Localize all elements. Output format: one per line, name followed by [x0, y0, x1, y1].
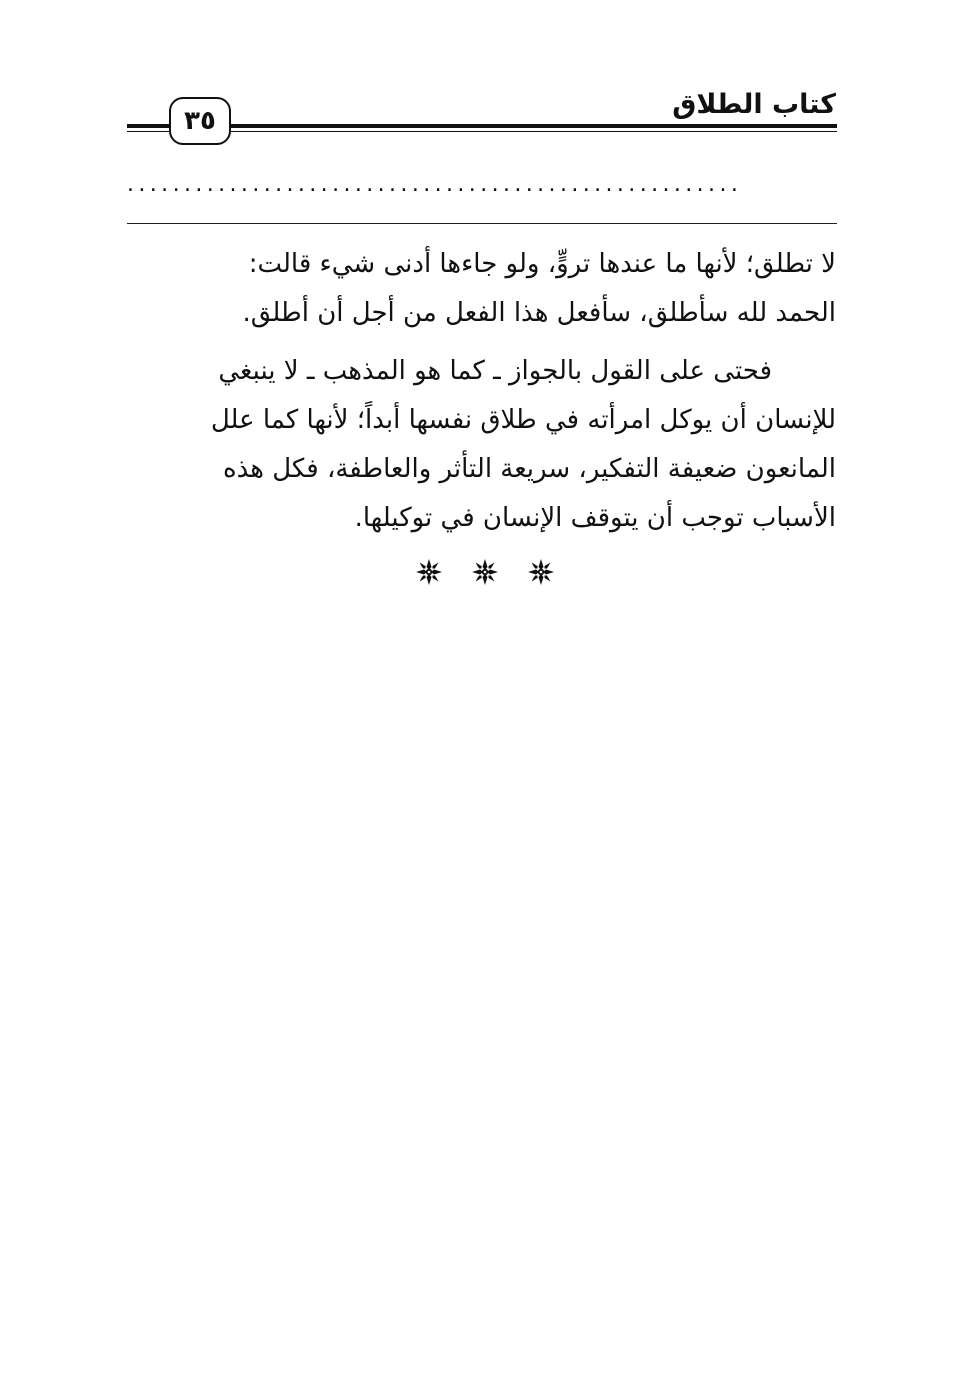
- main-text: [128, 240, 836, 543]
- header-rule-left: [127, 124, 169, 135]
- text-line: لا تطلق؛ لأنها ما عندها تروٍّ، ولو جاءها أدنى شيء قالت:: [248, 249, 836, 279]
- text-line: فحتى على القول بالجواز ـ كما هو المذهب ـ لا ينبغي: [218, 356, 772, 386]
- text-line: الحمد لله سأطلق، سأفعل هذا الفعل من أجل أن أطلق.: [242, 298, 836, 328]
- flower-ornament-icon: [415, 558, 443, 586]
- flower-ornament-icon: [471, 558, 499, 586]
- page-number: [169, 97, 231, 145]
- text-line: للإنسان أن يوكل امرأته في طلاق نفسها أبداً؛ لأنها كما علل: [210, 405, 836, 435]
- text-line: الأسباب توجب أن يتوقف الإنسان في توكيلها.: [354, 503, 836, 533]
- footnote-dotted-line: ......................................................: [127, 172, 743, 197]
- running-header-title: كتاب الطلاق: [672, 89, 836, 120]
- flower-ornament-icon: [527, 558, 555, 586]
- text-line: المانعون ضعيفة التفكير، سريعة التأثر والعاطفة، فكل هذه: [222, 454, 836, 484]
- footnote-separator: [127, 223, 837, 224]
- page-number-text: ٣٥: [184, 106, 216, 136]
- section-end-ornaments: [415, 558, 555, 586]
- header-rule-right: [231, 124, 837, 135]
- paragraph-2: [128, 347, 836, 543]
- paragraph-1: [128, 240, 836, 338]
